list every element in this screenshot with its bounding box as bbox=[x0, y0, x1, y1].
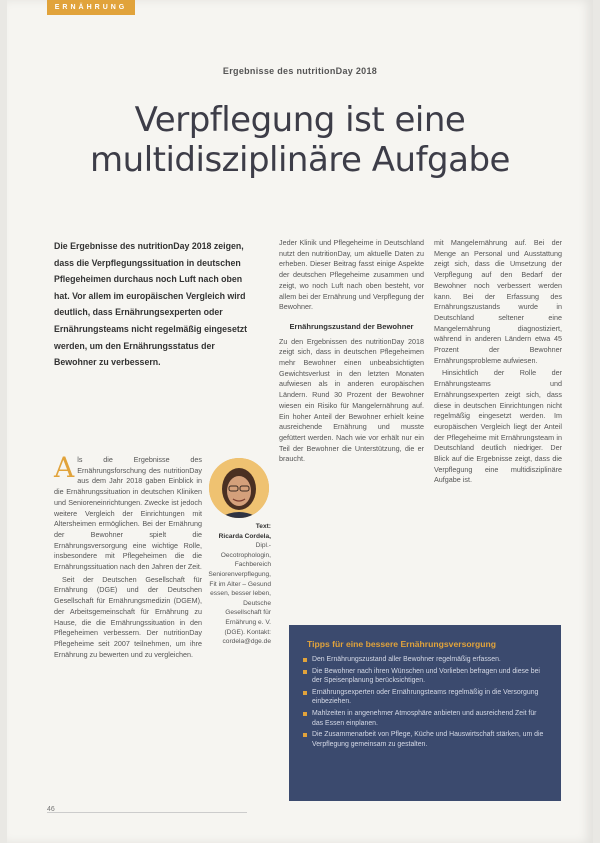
section-subhead: Ernährungszustand der Bewohner bbox=[289, 321, 414, 331]
tip-item: Die Bewohner nach ihren Wünschen und Vorlieben befragen und diese bei der Speisenplanung berücksichtigen. bbox=[303, 667, 549, 686]
tips-list bbox=[289, 655, 561, 749]
headline-line-1: Verpflegung ist eine bbox=[134, 100, 466, 140]
author-credit bbox=[207, 522, 271, 647]
tip-item: Den Ernährungszustand aller Bewohner regelmäßig erfassen. bbox=[303, 655, 549, 665]
article-lead: Die Ergebnisse des nutritionDay 2018 zeigen, dass die Verpflegungssituation in deutschen Pflegeheimen durchaus noch Luft nach oben hat. Vor allem im europäischen Vergleich wird deutlich, dass Ernährungsexperten oder Ernährungsteams nicht regelmäßig eingesetzt werden, um den Ernährungsstatus der Bewohner zu verbessern. bbox=[54, 241, 248, 368]
credit-label: Text: bbox=[255, 523, 271, 530]
middle-column bbox=[279, 238, 424, 465]
left-column-para-1 bbox=[54, 451, 202, 573]
left-column bbox=[54, 451, 202, 660]
tips-box bbox=[289, 625, 561, 801]
magazine-page bbox=[7, 0, 593, 843]
page-number: 46 bbox=[47, 806, 55, 813]
footer-rule bbox=[47, 812, 247, 813]
left-column-text-1: ls die Ergebnisse des Ernährungsforschung des nutritionDay aus dem Jahr 2018 gaben Einblick in die Ernährungssituation in deutschen Kliniken und Senioreneinrichtungen. Zwecke ist jedoch weitere Vergleich der Einrichtungen mit Altersheimen ermöglichen. Bei der Ernährung der Bewohner spielt die Ernährungsversorgung eine wichtige Rolle, insbesondere mit Pflegeheimen die die Ernährungssituation nach den Jahren der Zeit. bbox=[54, 455, 202, 572]
article-headline bbox=[37, 100, 563, 180]
tips-title: Tipps für eine bessere Ernährungsversorgung bbox=[307, 639, 496, 649]
credit-details: Dipl.-Oecotrophologin, Fachbereich Seniorenverpflegung, Fit im Alter – Gesund essen, besser leben, Deutsche Gesellschaft für Ernährung e. V. (DGE). Kontakt: cordela@dge.de bbox=[208, 542, 271, 646]
tip-item: Ernährungsexperten oder Ernährungsteams regelmäßig in die Versorgung einbeziehen. bbox=[303, 688, 549, 707]
article-kicker: Ergebnisse des nutritionDay 2018 bbox=[222, 66, 378, 76]
tip-item: Mahlzeiten in angenehmer Atmosphäre anbieten und ausreichend Zeit für das Essen einplanen. bbox=[303, 709, 549, 728]
middle-column-para-2: Zu den Ergebnissen des nutritionDay 2018 zeigt sich, dass in deutschen Pflegeheimen mehr Bewohner einen unbeabsichtigten Gewichtsverlust in den letzten Monaten aufwiesen als in anderen europäischen Ländern. Rund 30 Prozent der Bewohner wiesen ein Risiko für Mangelernährung auf. Ein hoher Anteil der Bewohner erhielt keine ausreichende Ernährung und musste gefüttert werden. Nach wie vor erhält nur ein Teil der Bewohner die Unterstützung, die er braucht. bbox=[279, 336, 424, 464]
author-portrait-image bbox=[209, 458, 269, 518]
dropcap: A bbox=[54, 451, 75, 484]
middle-column-para-1: Jeder Klinik und Pflegeheime in Deutschland nutzt den nutritionDay, um aktuelle Daten zu erheben. Dieser Beitrag fasst einige Aspekte der deutschen Pflegeheime zusammen und zeigt, wo noch Luft nach oben besteht, vor allem bei der Ernährung und Verpflegung der Bewohner. bbox=[279, 238, 424, 312]
headline-line-2: multidisziplinäre Aufgabe bbox=[90, 140, 510, 180]
section-rubric: ERNÄHRUNG bbox=[47, 0, 135, 15]
tip-item: Die Zusammenarbeit von Pflege, Küche und Hauswirtschaft stärken, um die Verpflegung gemeinsam zu gestalten. bbox=[303, 730, 549, 749]
author-portrait bbox=[209, 458, 269, 518]
right-column-para-2: Hinsichtlich der Rolle der Ernährungsteams und Ernährungsexperten zeigt sich, dass diese in deutschen Einrichtungen nicht regelmäßig eingesetzt werden. Im europäischen Vergleich liegt der Anteil der Pflegeheime mit Ernährungsteam in Deutschland deutlich niedriger. Der Blick auf die Ergebnisse zeigt, dass die Verpflegung eine multidisziplinäre Aufgabe ist. bbox=[434, 368, 562, 485]
left-column-para-2: Seit der Deutschen Gesellschaft für Ernährung (DGE) und der Deutschen Gesellschaft für Ernährungsmedizin (DGEM), der Arbeitsgemeinschaft für Ernährung zu Hause, die die Ernährungssituation in den Pflegeheimen verbessern. Der nutritionDay Pflegeheime seit 2007 teilnehmen, um ihre Ernährung zu bewerten und zu vergleichen. bbox=[54, 574, 202, 659]
right-column bbox=[434, 238, 562, 486]
right-column-para-1: mit Mangelernährung auf. Bei der Menge an Personal und Ausstattung zeigt sich, dass die Umsetzung der Verpflegung auf den Bedarf der Bewohner noch verbessert werden kann. Bei der Erfassung des Ernährungszustands wurde in Deutschland seltener eine Mangelernährung diagnostiziert, während in anderen Ländern etwa 45 Prozent der Bewohner Ernährungsprobleme aufwiesen. bbox=[434, 238, 562, 365]
credit-name: Ricarda Cordela, bbox=[218, 532, 271, 540]
